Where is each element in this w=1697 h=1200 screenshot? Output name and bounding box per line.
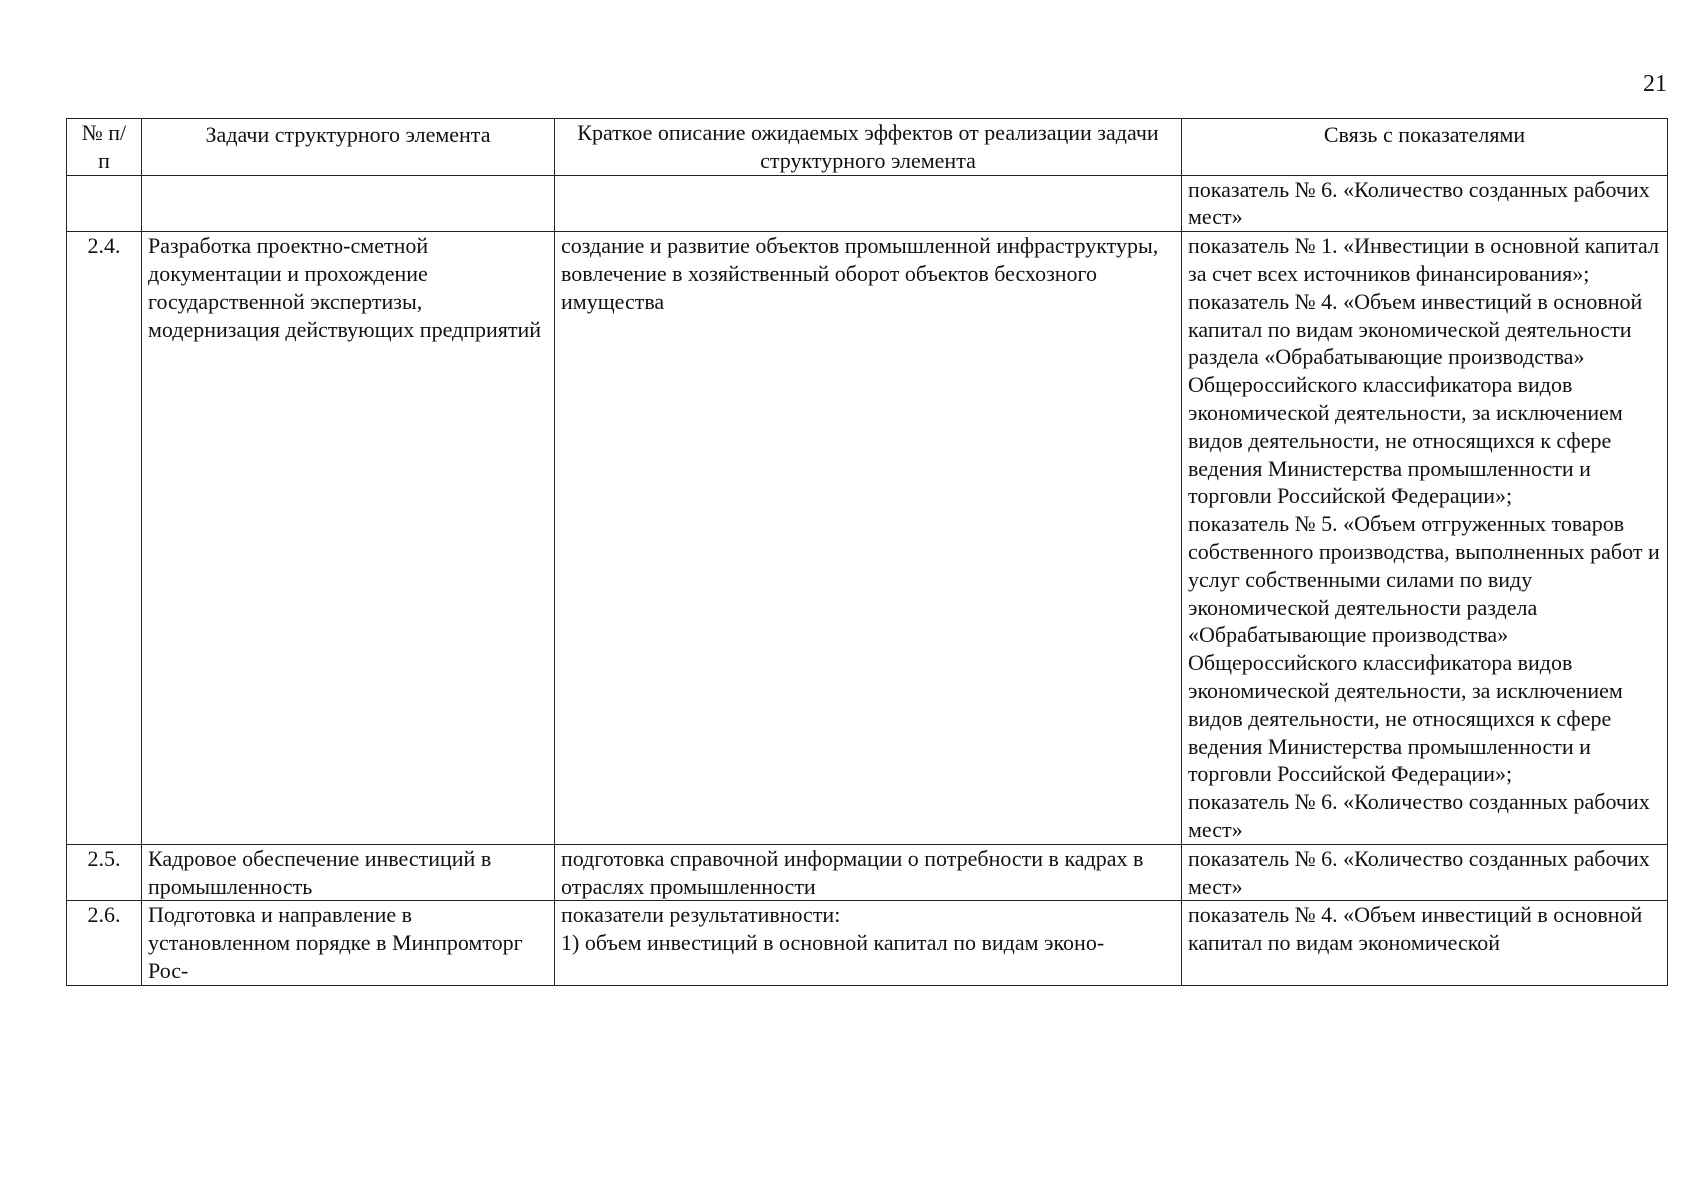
- indicator-item: показатель № 6. «Количество созданных рабочих мест»: [1188, 789, 1650, 842]
- table-row: [67, 901, 1668, 985]
- page-number: 21: [1643, 71, 1667, 97]
- row-num: [67, 175, 142, 232]
- row-num: 2.4.: [67, 232, 142, 845]
- row-num: 2.5.: [67, 844, 142, 901]
- header-effects: [555, 119, 1182, 176]
- indicators-table: [66, 118, 1668, 986]
- indicator-item: показатель № 4. «Объем инвестиций в основной капитал по видам экономической: [1188, 902, 1643, 956]
- row-indicators: [1182, 175, 1668, 232]
- table-row: [67, 175, 1668, 232]
- indicator-item: показатель № 5. «Объем отгруженных товаров собственного производства, выполненных работ и услуг собственными силами по виду экономической деятельности раздела «Обрабатывающие производства» Общероссийского классификатора видов экономической деятельности, за исключением видов деятельности, не относящихся к сфере ведения Министерства промышленности и торговли Российской Федерации»;: [1188, 511, 1660, 787]
- row-num: 2.6.: [67, 901, 142, 985]
- header-tasks: [142, 119, 555, 176]
- row-task: [142, 175, 555, 232]
- header-effects-label: Краткое описание ожидаемых эффектов от реализации задачи структурного элемента: [577, 120, 1159, 173]
- row-task: Подготовка и направление в установленном порядке в Минпромторг Рос-: [142, 901, 555, 985]
- row-indicators: [1182, 901, 1668, 985]
- header-num-label: № п/п: [81, 120, 127, 173]
- row-effect: [555, 175, 1182, 232]
- indicator-item: показатель № 1. «Инвестиции в основной капитал за счет всех источников финансирования»;: [1188, 233, 1659, 286]
- row-effect: показатели результативности: 1) объем инвестиций в основной капитал по видам эконо-: [555, 901, 1182, 985]
- header-indicators-label: Связь с показателями: [1323, 122, 1526, 147]
- row-task: Разработка проектно-сметной документации и прохождение государственной экспертизы, модернизация действующих предприятий: [142, 232, 555, 845]
- header-indicators: [1182, 119, 1668, 176]
- row-effect: подготовка справочной информации о потребности в кадрах в отраслях промышленности: [555, 844, 1182, 901]
- indicator-item: показатель № 4. «Объем инвестиций в основной капитал по видам экономической деятельности раздела «Обрабатывающие производства» Общероссийского классификатора видов экономической деятельности, за исключением видов деятельности, не относящихся к сфере ведения Министерства промышленности и торговли Российской Федерации»;: [1188, 288, 1643, 509]
- table-header-row: [67, 119, 1668, 176]
- indicator-item: показатель № 6. «Количество созданных рабочих мест»: [1188, 845, 1650, 899]
- row-effect: создание и развитие объектов промышленной инфраструктуры, вовлечение в хозяйственный оборот объектов бесхозного имущества: [555, 232, 1182, 845]
- table-row: [67, 232, 1668, 845]
- table-row: [67, 844, 1668, 901]
- row-task: Кадровое обеспечение инвестиций в промышленность: [142, 844, 555, 901]
- row-indicators: [1182, 844, 1668, 901]
- header-num: [67, 119, 142, 176]
- indicator-item: показатель № 6. «Количество созданных рабочих мест»: [1188, 176, 1650, 230]
- row-indicators: [1182, 232, 1668, 845]
- header-tasks-label: Задачи структурного элемента: [205, 122, 491, 147]
